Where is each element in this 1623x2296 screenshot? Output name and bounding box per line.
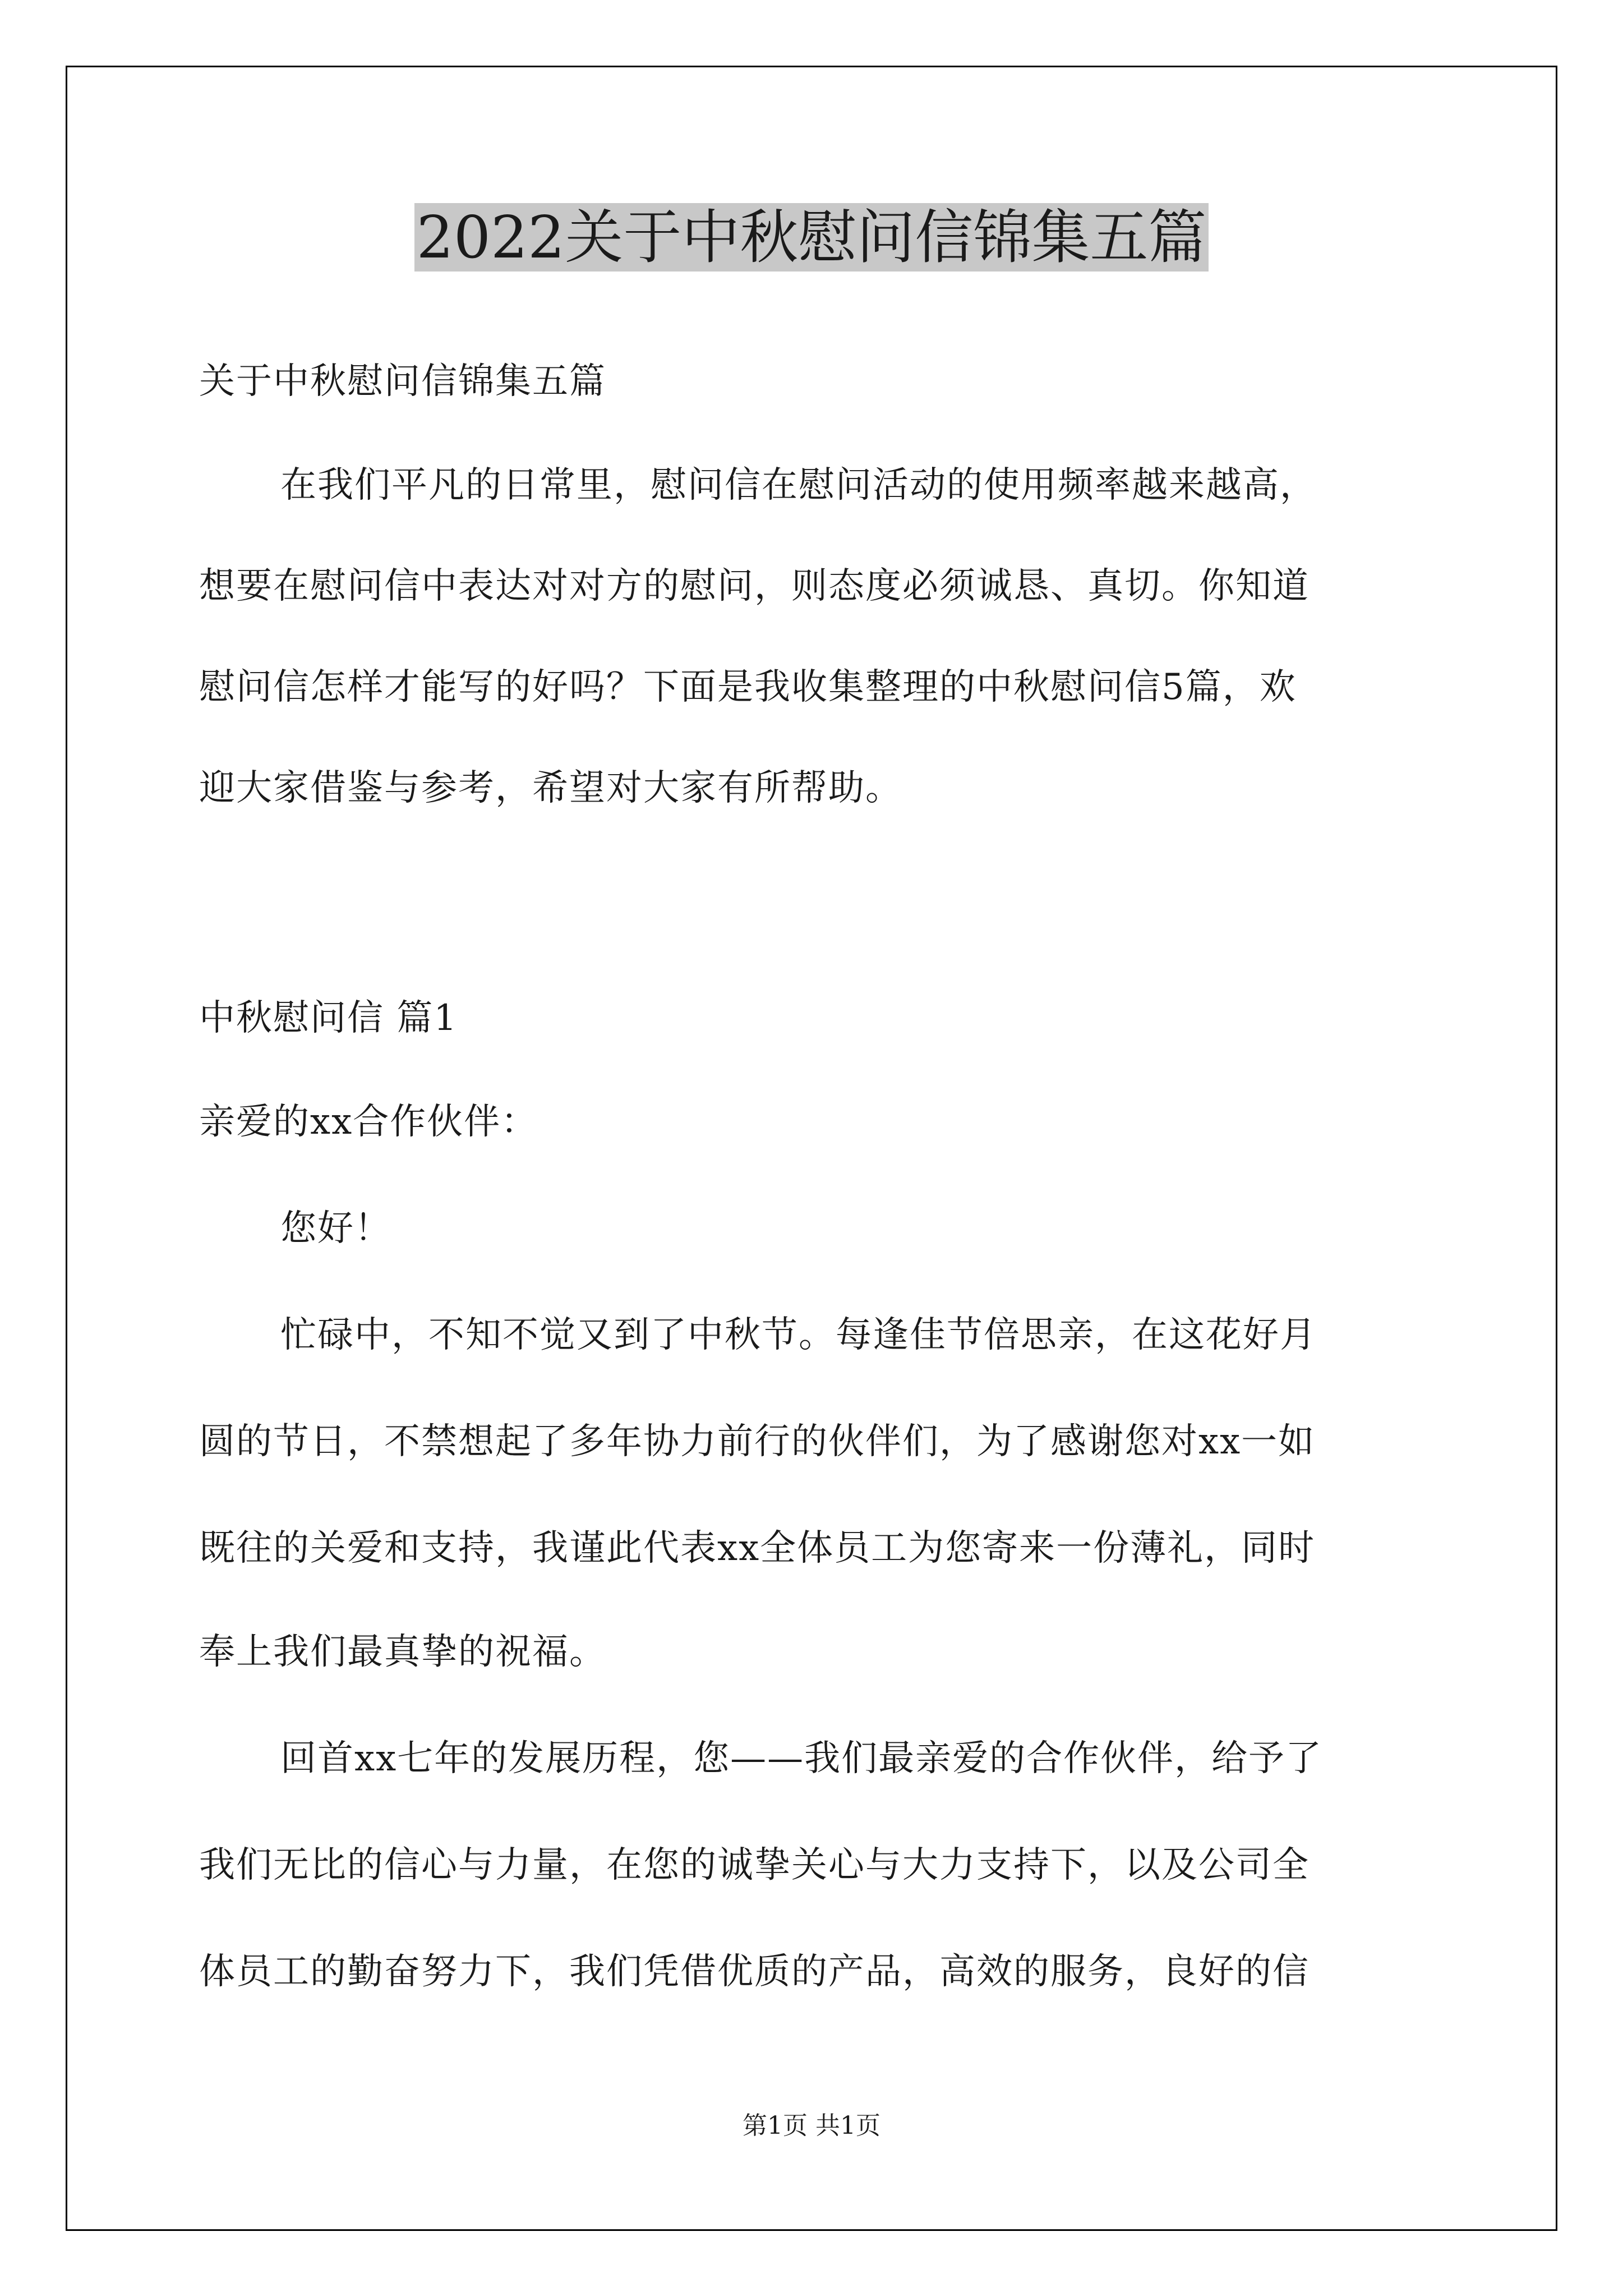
paragraph2-line-3: 体员工的勤奋努力下，我们凭借优质的产品，高效的服务，良好的信 — [199, 1951, 1310, 1993]
intro-line-1: 在我们平凡的日常里，慰问信在慰问活动的使用频率越来越高， — [280, 464, 1317, 506]
document-title-text: 2022关于中秋慰问信锦集五篇 — [414, 203, 1209, 272]
intro-line-4: 迎大家借鉴与参考，希望对大家有所帮助。 — [199, 767, 902, 809]
document-title — [0, 201, 1623, 274]
paragraph1-line-4: 奉上我们最真挚的祝福。 — [199, 1631, 606, 1673]
paragraph2-line-2: 我们无比的信心与力量，在您的诚挚关心与大力支持下，以及公司全 — [199, 1844, 1310, 1886]
paragraph1-line-1: 忙碌中，不知不觉又到了中秋节。每逢佳节倍思亲，在这花好月 — [280, 1314, 1317, 1356]
greeting: 您好！ — [280, 1208, 391, 1249]
document-subtitle: 关于中秋慰问信锦集五篇 — [199, 361, 606, 402]
section-heading: 中秋慰问信 篇1 — [199, 997, 458, 1039]
salutation: 亲爱的xx合作伙伴： — [199, 1101, 538, 1143]
intro-line-3: 慰问信怎样才能写的好吗？下面是我收集整理的中秋慰问信5篇，欢 — [199, 666, 1297, 708]
intro-line-2: 想要在慰问信中表达对对方的慰问，则态度必须诚恳、真切。你知道 — [199, 565, 1310, 607]
paragraph1-line-2: 圆的节日，不禁想起了多年协力前行的伙伴们，为了感谢您对xx一如 — [199, 1421, 1316, 1462]
page-footer: 第1页 共1页 — [743, 2111, 880, 2140]
paragraph2-line-1: 回首xx七年的发展历程，您——我们最亲爱的合作伙伴，给予了 — [280, 1738, 1323, 1779]
paragraph1-line-3: 既往的关爱和支持，我谨此代表xx全体员工为您寄来一份薄礼，同时 — [199, 1527, 1316, 1569]
